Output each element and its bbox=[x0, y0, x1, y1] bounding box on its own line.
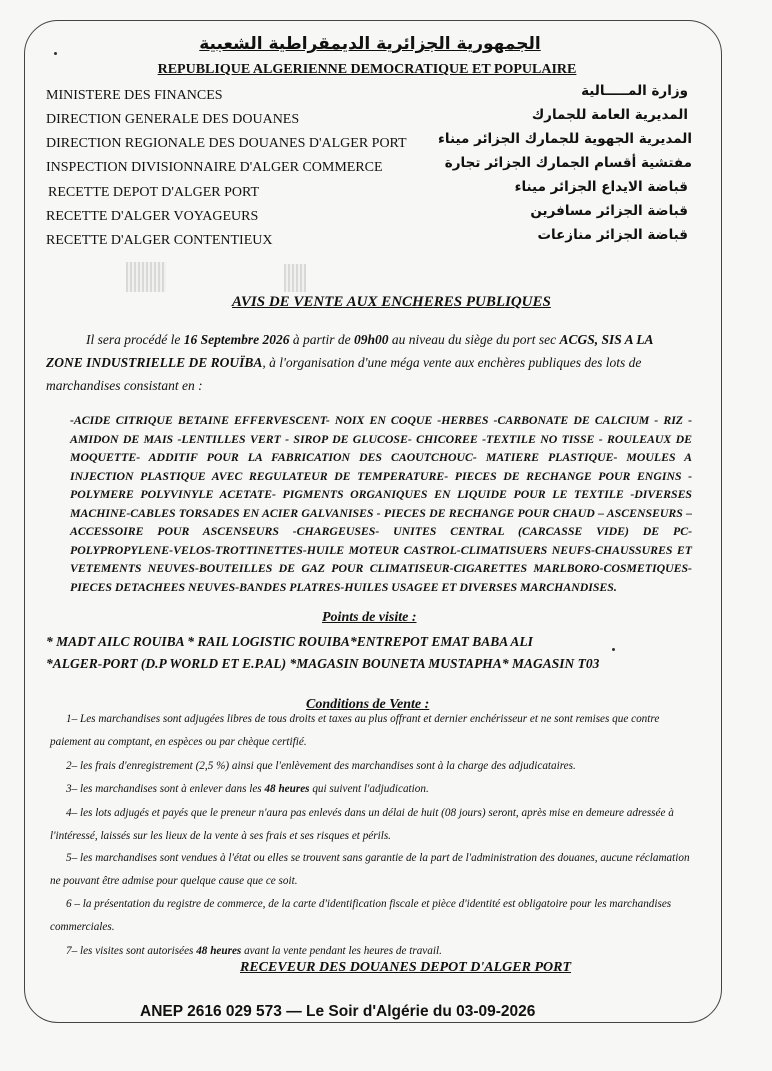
condition-2 bbox=[50, 755, 696, 778]
french-republic-title: REPUBLIQUE ALGERIENNE DEMOCRATIQUE ET POPULAIRE bbox=[157, 62, 577, 77]
conditions-title: Conditions de Vente : bbox=[306, 697, 430, 712]
condition-7-delay: 48 heures bbox=[196, 945, 242, 957]
condition-7-text: 7– les visites sont autorisées bbox=[66, 945, 197, 957]
visit-points-line-1: * MADT AILC ROUIBA * RAIL LOGISTIC ROUIBA*ENTREPOT EMAT BABA ALI bbox=[46, 634, 533, 649]
condition-4-text: 4– les lots adjugés et payés que le preneur n'aura pas enlevés dans un délai de huit (08 jours) seront, après mise en demeure adressée à l'intéressé, laissés sur les lieux de la vente à ses frais et ses risques et périls. bbox=[50, 807, 674, 842]
sale-time: 09h00 bbox=[353, 332, 389, 347]
recette-contentieux-line: RECETTE D'ALGER CONTENTIEUX bbox=[46, 233, 273, 248]
condition-1-text: 1– Les marchandises sont adjugées libres de tous droits et taxes au plus offrant et dernier enchérisseur et ne sont remises que contre paiement au comptant, en espèces ou par chèque certifié. bbox=[50, 713, 660, 748]
intro-text: Il sera procédé le bbox=[86, 332, 184, 347]
goods-list: -ACIDE CITRIQUE BETAINE EFFERVESCENT- NOIX EN COQUE -HERBES -CARBONATE DE CALCIUM - RIZ - AMIDON DE MAIS -LENTILLES VERT - SIROP DE GLUCOSE- CHICOREE -TEXTILE NO TISSE - ROULEAUX DE MOQUETTE- ADDITIF POUR LA FABRICATION DES CAOUTCHOUC- MATIERE PLASTIQUE- MOULES A INJECTION PLASTIQUE AVEC REGULATEUR DE TEMPERATURE- PIECES DE RECHANGE POUR ENGINS - POLYMERE POLYVINYLE ACETATE- PIGMENTS ORGANIQUES EN LIQUIDE POUR LE TEXTILE -DIVERSES MACHINE-CABLES TORSADES EN ACIER GALVANISES - PIECES DE RECHANGE POUR CHAUD – ASCENSEURS – ACCESSOIRE POUR ASCENSEURS -CHARGEUSES- UNITES CENTRAL (CARCASSE VIDE) DE PC-POLYPROPYLENE-VELOS-TROTTINETTES-HUILE MOTEUR CASTROL-CLIMATISUERS NEUFS-CHAUSSURES ET VETEMENTS NEUVES-BOUTEILLES DE GAZ POUR CLIMATISEUR-CIGARETTES MARLBORO-COSMETIQUES- PIECES DETACHEES NEUVES-BANDES PLATRES-HUILES USAGEE ET DIVERSES MARCHANDISES. bbox=[70, 413, 692, 594]
intro-text: , à l'organisation d'une méga vente aux enchères publiques des lots de marchandises consistant en : bbox=[46, 355, 642, 393]
inspection-line: INSPECTION DIVISIONNAIRE D'ALGER COMMERCE bbox=[46, 160, 383, 175]
condition-3-text: 3– les marchandises sont à enlever dans les bbox=[66, 783, 265, 795]
condition-1 bbox=[50, 708, 696, 754]
condition-5-text: 5– les marchandises sont vendues à l'état ou elles se trouvent sans garantie de la part de l'administration des douanes, aucune réclamation ne pouvant être admise pour quelque cause que ce soit. bbox=[50, 852, 690, 887]
recette-voyageurs-line: RECETTE D'ALGER VOYAGEURS bbox=[46, 209, 259, 224]
ar-direction-regionale-line: المديرية الجهوية للجمارك الجزائر ميناء bbox=[438, 131, 692, 147]
ar-recette-voyageurs-line: قباضة الجزائر مسافرين bbox=[530, 203, 688, 219]
condition-7-text: avant la vente pendant les heures de travail. bbox=[241, 945, 442, 957]
direction-generale-line: DIRECTION GENERALE DES DOUANES bbox=[46, 112, 300, 127]
notice-title: AVIS DE VENTE AUX ENCHERES PUBLIQUES bbox=[232, 294, 551, 310]
faded-stamp bbox=[126, 262, 166, 292]
faded-stamp bbox=[284, 264, 306, 292]
ministry-line: MINISTERE DES FINANCES bbox=[46, 88, 223, 103]
speck bbox=[54, 52, 57, 55]
condition-6-text: 6 – la présentation du registre de commerce, de la carte d'identification fiscale et pièce d'identité est obligatoire pour les marchandises commerciales. bbox=[50, 898, 672, 933]
speck bbox=[612, 648, 615, 651]
condition-5 bbox=[50, 847, 696, 893]
condition-6 bbox=[50, 893, 696, 939]
visit-points-title: Points de visite : bbox=[322, 610, 417, 625]
intro-text: à partir de bbox=[289, 332, 354, 347]
intro-text: au niveau du siège du port sec bbox=[388, 332, 560, 347]
condition-3-delay: 48 heures bbox=[264, 783, 310, 795]
signature-line: RECEVEUR DES DOUANES DEPOT D'ALGER PORT bbox=[240, 960, 572, 975]
recette-depot-line: RECETTE DEPOT D'ALGER PORT bbox=[48, 185, 260, 200]
arabic-republic-title: الجمهورية الجزائرية الديمقراطية الشعبية bbox=[199, 34, 541, 54]
sale-date: 16 Septembre 2026 bbox=[183, 332, 290, 347]
condition-3-text: qui suivent l'adjudication. bbox=[309, 783, 429, 795]
direction-regionale-line: DIRECTION REGIONALE DES DOUANES D'ALGER PORT bbox=[46, 136, 407, 151]
condition-2-text: 2– les frais d'enregistrement (2,5 %) ainsi que l'enlèvement des marchandises sont à la charge des adjudicataires. bbox=[66, 760, 576, 772]
condition-3 bbox=[50, 778, 696, 801]
condition-4 bbox=[50, 802, 696, 848]
publication-footer: ANEP 2616 029 573 — Le Soir d'Algérie du 03-09-2026 bbox=[140, 1003, 536, 1020]
ar-ministry-line: وزارة المـــــالية bbox=[581, 83, 688, 99]
intro-paragraph bbox=[46, 328, 690, 397]
visit-points-line-2: *ALGER-PORT (D.P WORLD ET E.P.AL) *MAGASIN BOUNETA MUSTAPHA* MAGASIN T03 bbox=[46, 656, 600, 671]
ar-recette-contentieux-line: قباضة الجزائر منازعات bbox=[537, 227, 688, 243]
sale-place: ACGS, SIS A LA ZONE INDUSTRIELLE DE ROUÏBA bbox=[46, 332, 653, 370]
ar-inspection-line: مفتشية أقسام الجمارك الجزائر تجارة bbox=[444, 155, 692, 171]
ar-direction-generale-line: المديرية العامة للجمارك bbox=[531, 107, 688, 123]
ar-recette-depot-line: قباضة الايداع الجزائر ميناء bbox=[514, 179, 688, 195]
